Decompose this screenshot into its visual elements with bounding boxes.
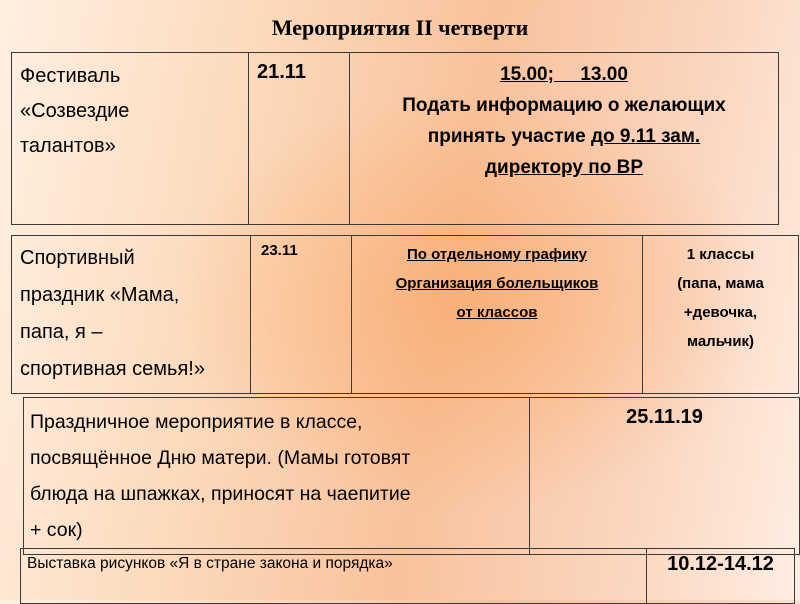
event-name-line: блюда на шпажках, приносят на чаепитие	[30, 483, 411, 505]
event-participants-cell	[643, 236, 799, 394]
event-info-cell	[352, 236, 643, 394]
participants-line: +девочка,	[683, 304, 758, 321]
event-deadline: до 9.11 зам.	[590, 126, 701, 147]
event-date: 10.12-14.12	[667, 553, 774, 575]
event-name-line: праздник «Мама,	[20, 284, 180, 306]
event-info-line: директору по ВР	[484, 157, 644, 178]
event-date-cell	[249, 53, 350, 225]
event-name-line: Фестиваль	[20, 65, 121, 87]
event-info-line: от классов	[456, 304, 538, 321]
event-name-line: спортивная семья!»	[20, 358, 205, 380]
event-name-line: «Созвездие	[20, 100, 130, 122]
event-info-line: Подать информацию о желающих	[402, 95, 726, 116]
event-info-line: принять участие	[427, 126, 591, 147]
event-info-cell	[350, 53, 779, 225]
event-times: 15.00; 13.00	[500, 64, 628, 85]
event-name-line: талантов»	[20, 135, 116, 157]
event-name-line: Спортивный	[20, 247, 135, 269]
event-info-line: По отдельному графику	[406, 246, 588, 263]
event-table-mothers-day	[23, 397, 800, 555]
table-row	[12, 236, 799, 394]
event-name-cell	[12, 236, 251, 394]
participants-line: мальчик)	[686, 333, 755, 350]
event-date: 21.11	[257, 61, 306, 83]
event-info-line: Организация болельщиков	[395, 275, 599, 292]
event-table-sport	[11, 235, 799, 394]
table-row	[12, 53, 779, 225]
event-date-cell	[647, 549, 795, 604]
event-table-drawings	[20, 548, 795, 604]
event-date: 25.11.19	[626, 406, 703, 428]
page-title: Мероприятия II четверти	[271, 15, 529, 40]
event-name-line: Праздничное мероприятие в классе,	[30, 411, 363, 433]
event-table-festival	[11, 52, 779, 225]
participants-line: (папа, мама	[677, 275, 764, 292]
table-row	[24, 398, 800, 555]
event-name-line: + сок)	[30, 519, 83, 541]
event-name-cell	[24, 398, 530, 555]
event-name: Выставка рисунков «Я в стране закона и порядка»	[27, 555, 393, 572]
table-row	[21, 549, 795, 604]
event-name-cell	[21, 549, 647, 604]
event-date: 23.11	[261, 242, 298, 259]
participants-line: 1 классы	[686, 246, 755, 263]
event-name-cell	[12, 53, 249, 225]
event-date-cell	[251, 236, 352, 394]
event-name-line: папа, я –	[20, 321, 103, 343]
event-name-line: посвящённое Дню матери. (Мамы готовят	[30, 447, 411, 469]
event-date-cell	[530, 398, 800, 555]
